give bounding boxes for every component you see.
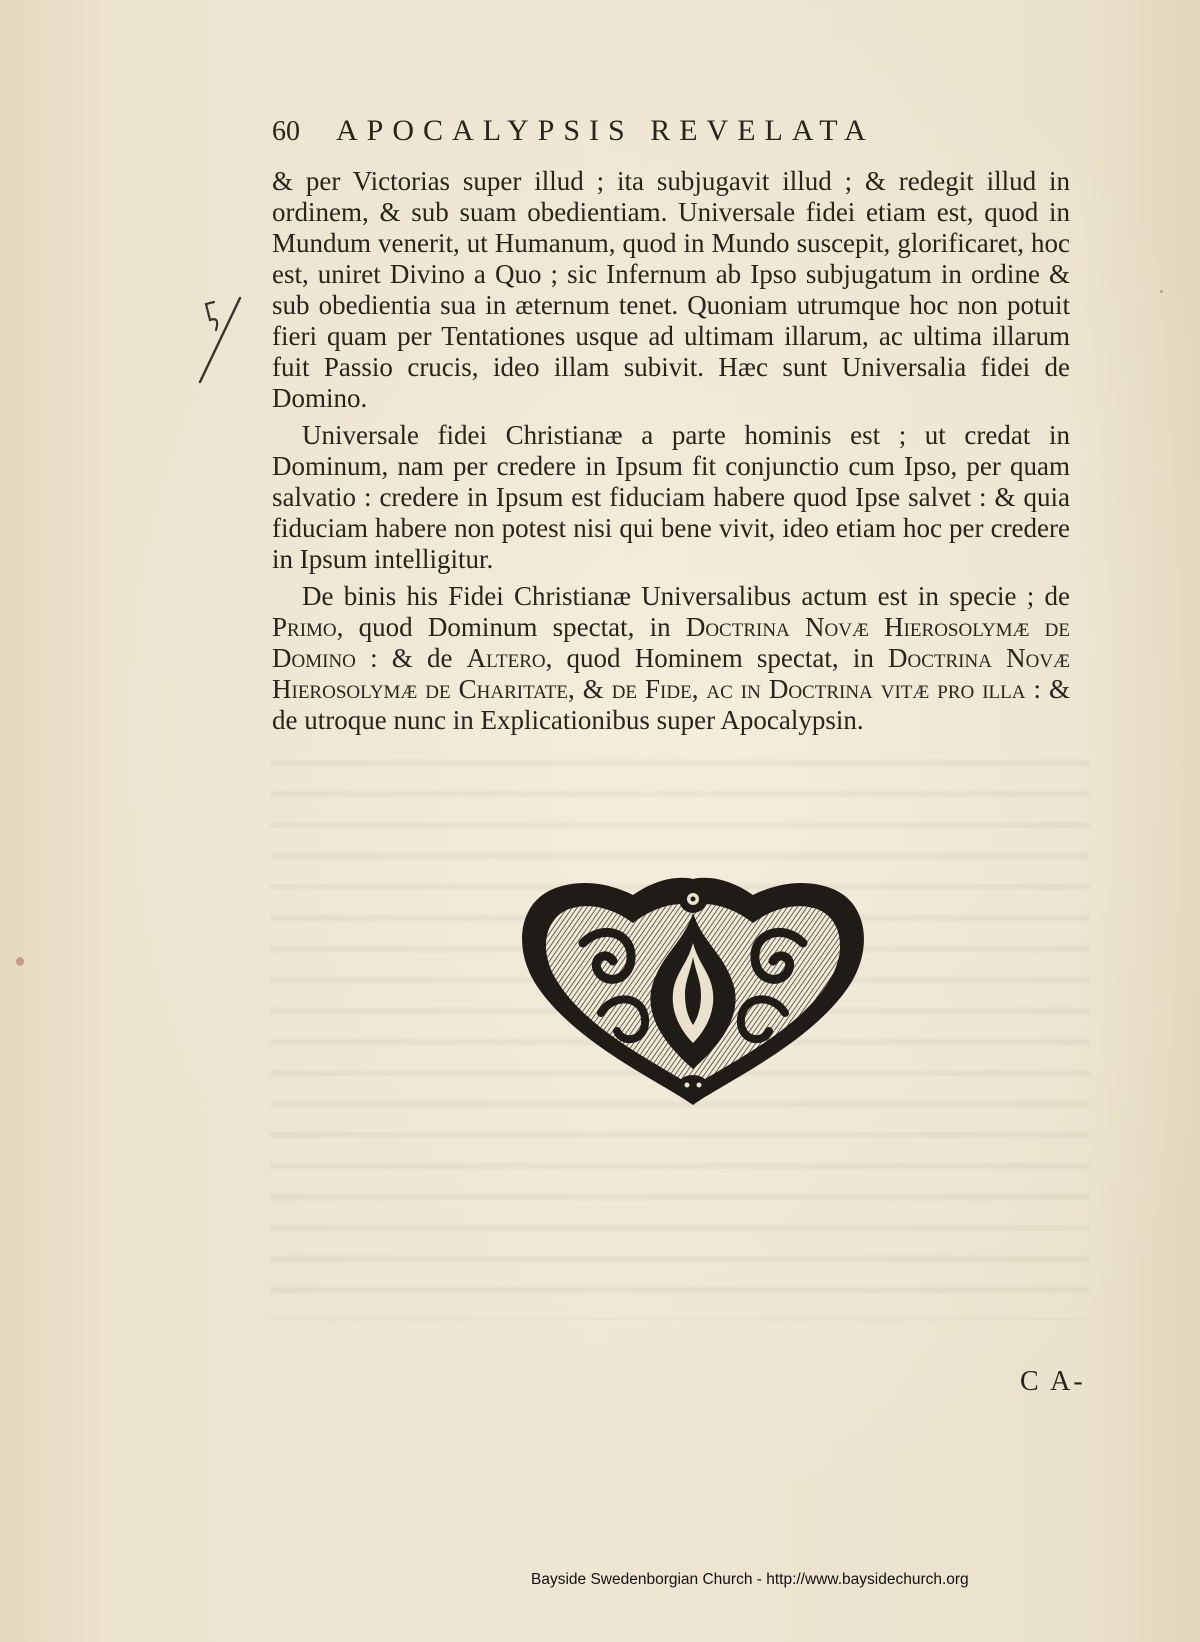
running-title: APOCALYPSIS REVELATA xyxy=(336,114,875,147)
text-run: , quod Hominem spectat, in xyxy=(545,643,889,673)
small-caps-run: Doctrina Novæ Hierosolymæ de Charitate xyxy=(272,643,1070,704)
small-caps-run: de Fide xyxy=(611,674,692,704)
page-number: 60 xyxy=(272,116,300,147)
handwritten-margin-note-icon xyxy=(196,290,256,390)
running-header xyxy=(272,110,1042,154)
paragraph-3 xyxy=(272,581,1070,736)
small-caps-run: ac in Doctrina vitæ pro illa xyxy=(706,674,1026,704)
text-run: De binis his Fidei Christianæ Universalibus actum est in specie ; de xyxy=(302,581,1070,611)
paragraph-1: & per Victorias super illud ; ita subjugavit illud ; & redegit illud in ordinem, & sub suam obedientiam. Universale fidei etiam est, quod in Mundum venerit, ut Humanum, quod in Mundo suscepit, glorificaret, hoc est, uniret Divino a Quo ; sic Infernum ab Ipso subjugatum in ordine & sub obedientia sua in æternum tenet. Quoniam utrumque hoc non potuit fieri quam per Tentationes usque ad ultimam illarum, ac ultima illarum fuit Passio crucis, ideo illam subivit. Hæc sunt Universalia fidei de Domino. xyxy=(272,166,1070,413)
catchword: C A- xyxy=(1020,1366,1086,1397)
heart-shaped-woodcut-ornament-icon xyxy=(513,873,873,1113)
paragraph-2: Universale fidei Christianæ a parte hominis est ; ut credat in Dominum, nam per credere in Ipsum fit conjunctio cum Ipso, per quam salvatio : credere in Ipsum est fiduciam habere quod Ipse salvet : & quia fiduciam habere non potest nisi qui bene vivit, ideo etiam hoc per credere in Ipsum intelligitur. xyxy=(272,420,1070,574)
small-caps-run: Altero xyxy=(466,643,546,673)
small-caps-run: Primo xyxy=(272,612,337,642)
text-run: , & xyxy=(567,674,612,704)
text-run: : & de utroque nunc in Explicationibus super Apocalypsin. xyxy=(272,674,1070,735)
footer-credit: Bayside Swedenborgian Church - http://www.baysidechurch.org xyxy=(531,1571,969,1588)
text-run: : & de xyxy=(355,643,467,673)
main-text xyxy=(272,166,1070,742)
small-caps-run: Doctrina Novæ Hierosolymæ de Domino xyxy=(272,612,1070,673)
text-run: , xyxy=(691,674,707,704)
paper-speck xyxy=(1160,290,1163,293)
paper-speck xyxy=(16,957,24,966)
text-run: , quod Dominum spectat, in xyxy=(336,612,686,642)
